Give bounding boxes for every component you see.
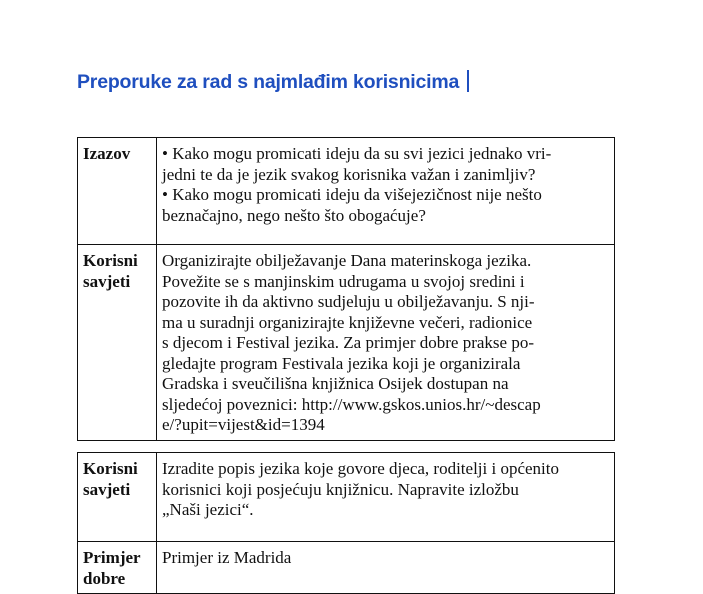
row-content-useful-tips-2 bbox=[157, 453, 615, 542]
label-line: Primjer bbox=[83, 548, 141, 567]
row-content-challenge bbox=[157, 138, 615, 245]
content-line: sljedećoj poveznici: http://www.gskos.unios.hr/~descap bbox=[162, 394, 541, 414]
label-line: Korisni bbox=[83, 459, 138, 478]
label-line: Korisni bbox=[83, 251, 138, 270]
section-heading-text: Preporuke za rad s najmlađim korisnicima bbox=[77, 71, 460, 93]
row-label-challenge: Izazov bbox=[78, 138, 157, 245]
content-line: ma u suradnji organizirajte književne večeri, radionice bbox=[162, 312, 533, 332]
content-line: jedni te da je jezik svakog korisnika važan i zanimljiv? bbox=[162, 164, 536, 184]
row-content-useful-tips bbox=[157, 245, 615, 441]
content-line: Organizirajte obilježavanje Dana materinskoga jezika. bbox=[162, 251, 532, 270]
content-line: Povežite se s manjinskim udrugama u svojoj sredini i bbox=[162, 271, 525, 291]
content-line: e/?upit=vijest&id=1394 bbox=[162, 415, 325, 434]
tips-example-table bbox=[77, 452, 615, 594]
challenge-tips-table bbox=[77, 137, 615, 441]
label-line: dobre bbox=[83, 568, 126, 588]
row-content-good-example bbox=[157, 542, 615, 594]
content-line: Gradska i sveučilišna knjižnica Osijek dostupan na bbox=[162, 374, 509, 393]
content-line: s djecom i Festival jezika. Za primjer dobre prakse po- bbox=[162, 333, 534, 352]
table-row-useful-tips-2 bbox=[78, 453, 615, 542]
label-line: savjeti bbox=[83, 479, 131, 499]
content-line: gledajte program Festivala jezika koji je organizirala bbox=[162, 353, 521, 373]
content-line: • Kako mogu promicati ideju da su svi jezici jednako vri- bbox=[162, 144, 552, 163]
content-line: beznačajno, nego nešto što obogaćuje? bbox=[162, 205, 426, 225]
content-line: • Kako mogu promicati ideju da višejezičnost nije nešto bbox=[162, 185, 542, 204]
label-line: savjeti bbox=[83, 271, 131, 291]
table-row-challenge bbox=[78, 138, 615, 245]
content-line: pozovite ih da aktivno sudjeluju u obilježavanju. S nji- bbox=[162, 292, 535, 311]
row-label-good-example bbox=[78, 542, 157, 594]
heading-bar-divider bbox=[467, 70, 469, 92]
content-line: Izradite popis jezika koje govore djeca, roditelji i općenito bbox=[162, 459, 559, 478]
table-row-good-example bbox=[78, 542, 615, 594]
row-label-useful-tips bbox=[78, 245, 157, 441]
content-line: Primjer iz Madrida bbox=[162, 548, 292, 567]
table-row-useful-tips bbox=[78, 245, 615, 441]
row-label-useful-tips-2 bbox=[78, 453, 157, 542]
section-heading bbox=[77, 70, 469, 94]
content-line: „Naši jezici“. bbox=[162, 500, 254, 519]
content-line: korisnici koji posjećuju knjižnicu. Napravite izložbu bbox=[162, 479, 519, 499]
